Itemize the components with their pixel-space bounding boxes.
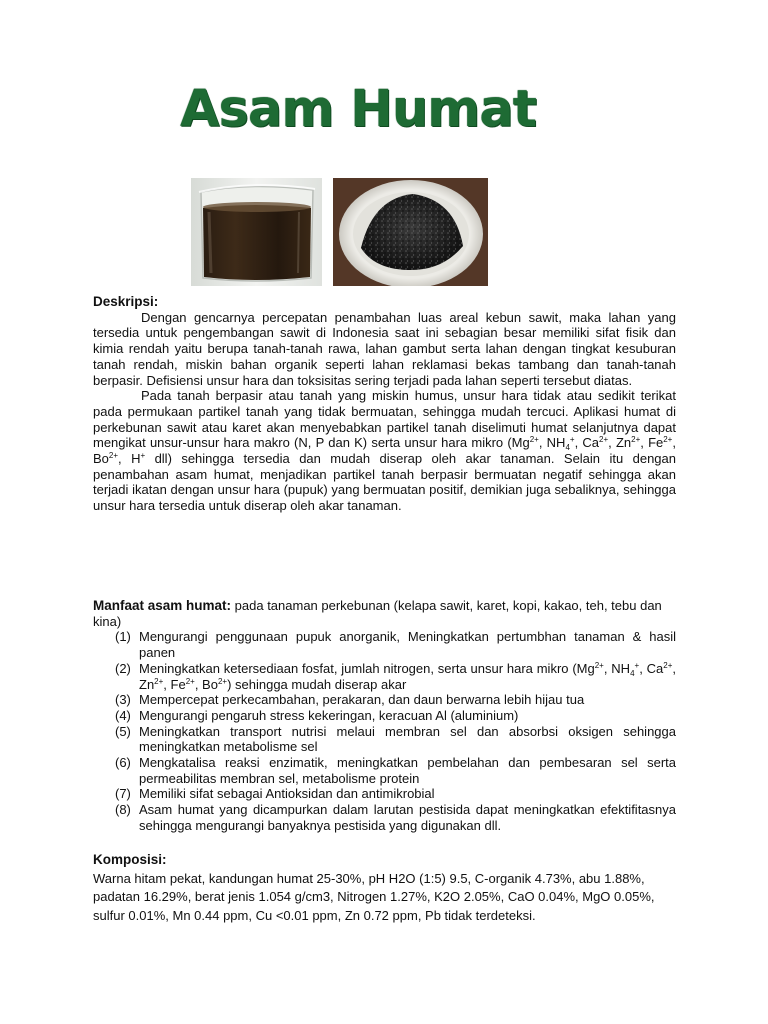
list-item: (6) Mengkatalisa reaksi enzimatik, meningkatkan pembelahan dan pembesaran sel serta permeabilitas membran sel, metabolisme protein	[115, 755, 676, 786]
list-item: (3) Mempercepat perkecambahan, perakaran, dan daun berwarna lebih hijau tua	[115, 692, 585, 708]
list-item: (1) Mengurangi penggunaan pupuk anorganik, Meningkatkan pertumbhan tanaman & hasil panen	[115, 629, 676, 661]
deskripsi-paragraph-1: Dengan gencarnya percepatan penambahan luas areal kebun sawit, maka lahan yang tersedia untuk pengembangan sawit di Indonesia saat ini sebagian besar memiliki sifat fisik dan kimia rendah yaitu berupa tanah-tanah rawa, lahan gambut serta lahan dengan tingkat kesuburan tanah rendah, miskin bahan organik seperti lahan reklamasi bekas tambang dan tanah-tanah berpasir. Defisiensi unsur hara dan toksisitas sering terjadi pada lahan seperti tersebut diatas.	[93, 309, 676, 388]
list-item: (5) Meningkatkan transport nutrisi melaui membran sel dan absorbsi oksigen sehingga meningkatkan metabolisme sel	[115, 723, 676, 755]
plate-of-black-granules-photo	[333, 178, 488, 286]
manfaat-section	[93, 598, 676, 834]
deskripsi-paragraph-2: Pada tanah berpasir atau tanah yang miskin humus, unsur hara tidak atau sedikit terikat pada permukaan partikel tanah yang tidak bermuatan, sehingga mudah tercuci. Aplikasi humat di perkebunan sawit atau karet akan menyebabkan partikel tanah diselimuti humat selanjutnya dapat mengikat unsur-unsur hara makro (N, P dan K) serta unsur hara mikro ($Mg^{2+}$, $NH_4^+$, $Ca^{2+}$, $Zn^{2+}$, $Fe^{2+}$, $Bo^{2+}$, H+ dll) sehingga tersedia dan mudah diserap oleh akar tanaman. Selain itu dengan penambahan asam humat, menjadikan partikel tanah berpasir bermuatan negatif sehingga akan terjadi ikatan dengan unsur hara (pupuk) yang bermuatan positif, demikian juga sebaliknya, sehingga unsur hara tersedia untuk diserap oleh akar tanaman.	[93, 388, 676, 514]
list-item: (2) Meningkatkan ketersediaan fosfat, jumlah nitrogen, serta unsur hara mikro ($Mg^{2+}$, $NH_4^+$, $Ca^{2+}$, $Zn^{2+}$, $Fe^{2+}$, $Bo^{2+}$) sehingga mudah diserap akar	[115, 660, 677, 692]
page-title: Asam Humat	[180, 80, 537, 139]
manfaat-intro: Manfaat asam humat: pada tanaman perkebunan (kelapa sawit, karet, kopi, kakao, teh, tebu dan kina)	[93, 598, 662, 629]
deskripsi-heading: Deskripsi:	[93, 294, 159, 309]
beaker-of-dark-liquid-photo	[191, 178, 322, 286]
list-item: (4) Mengurangi pengaruh stress kekeringan, keracuan Al (aluminium)	[115, 707, 519, 723]
komposisi-section	[93, 851, 683, 925]
manfaat-heading: Manfaat asam humat:	[93, 598, 232, 613]
komposisi-heading: Komposisi:	[93, 852, 167, 867]
deskripsi-section	[93, 294, 676, 514]
komposisi-text: Warna hitam pekat, kandungan humat 25-30%, pH H2O (1:5) 9.5, C-organik 4.73%, abu 1.88%, padatan 16.29%, berat jenis 1.054 g/cm3, Nitrogen 1.27%, K2O 2.05%, CaO 0.04%, MgO 0.05%, sulfur 0.01%, Mn 0.44 ppm, Cu <0.01 ppm, Zn 0.72 ppm, Pb tidak terdeteksi.	[93, 870, 655, 923]
list-item: (7) Memiliki sifat sebagai Antioksidan dan antimikrobial	[115, 786, 435, 802]
manfaat-list	[93, 629, 676, 833]
list-item: (8) Asam humat yang dicampurkan dalam larutan pestisida dapat meningkatkan efektifitasnya sehingga mengurangi banyaknya pestisida yang digunakan dll.	[115, 802, 676, 833]
